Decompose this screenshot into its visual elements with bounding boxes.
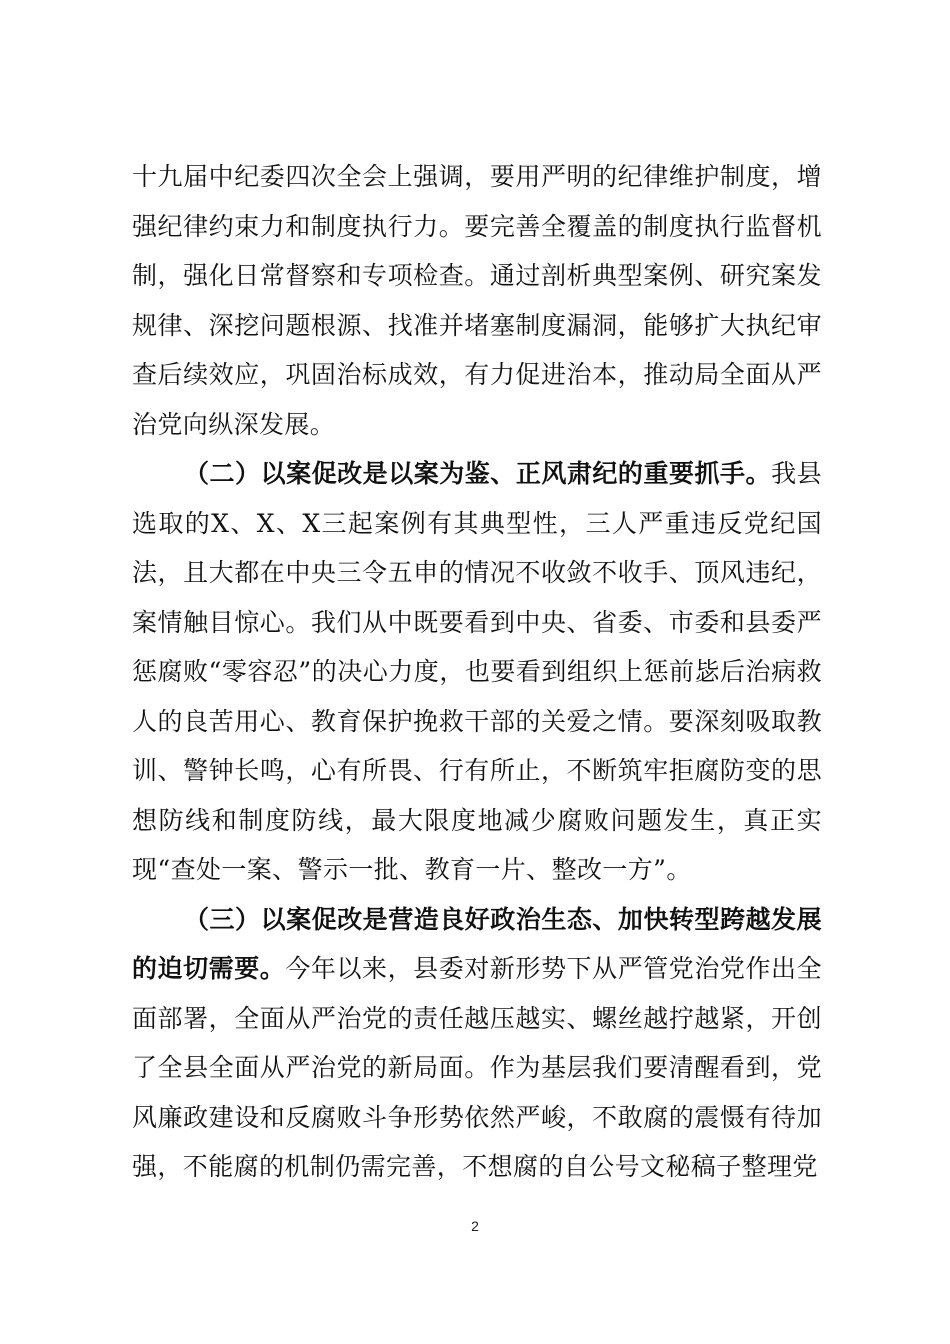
document-body (132, 152, 822, 1192)
paragraph-1-text: 十九届中纪委四次全会上强调，要用严明的纪律维护制度，增强纪律约束力和制度执行力。要完善全覆盖的制度执行监督机制，强化日常督察和专项检查。通过剖析典型案例、研究案发规律、深挖问题根源、找准并堵塞制度漏洞，能够扩大执纪审查后续效应，巩固治标成效，有力促进治本，推动局全面从严治党向纵深发展。 (132, 162, 822, 439)
paragraph-2 (132, 449, 822, 895)
paragraph-3 (132, 895, 822, 1192)
paragraph-1 (132, 152, 822, 449)
paragraph-3-heading: （三）以案促改是营造良好政治生态、加快转型跨越发展的迫切需要。 (132, 904, 822, 983)
page-number: 2 (471, 1218, 479, 1234)
paragraph-3-text: 今年以来，县委对新形势下从严管党治党作出全面部署，全面从严治党的责任越压越实、螺丝越拧越紧，开创了全县全面从严治党的新局面。作为基层我们要清醒看到，党风廉政建设和反腐败斗争形势依然严峻，不敢腐的震慑有待加强，不能腐的机制仍需完善，不想腐的自公号文秘稿子整理党 (132, 954, 822, 1181)
paragraph-2-text: 我县选取的X、X、X三起案例有其典型性，三人严重违反党纪国法，且大都在中央三令五申的情况不收敛不收手、顶风违纪，案情触目惊心。我们从中既要看到中央、省委、市委和县委严惩腐败“零容忍”的决心力度，也要看到组织上惩前毖后治病救人的良苦用心、教育保护挽救干部的关爱之情。要深刻吸取教训、警钟长鸣，心有所畏、行有所止，不断筑牢拒腐防变的思想防线和制度防线，最大限度地减少腐败问题发生，真正实现“查处一案、警示一批、教育一片、整改一方”。 (132, 459, 822, 884)
paragraph-2-heading: （二）以案促改是以案为鉴、正风肃纪的重要抓手。 (184, 459, 772, 488)
